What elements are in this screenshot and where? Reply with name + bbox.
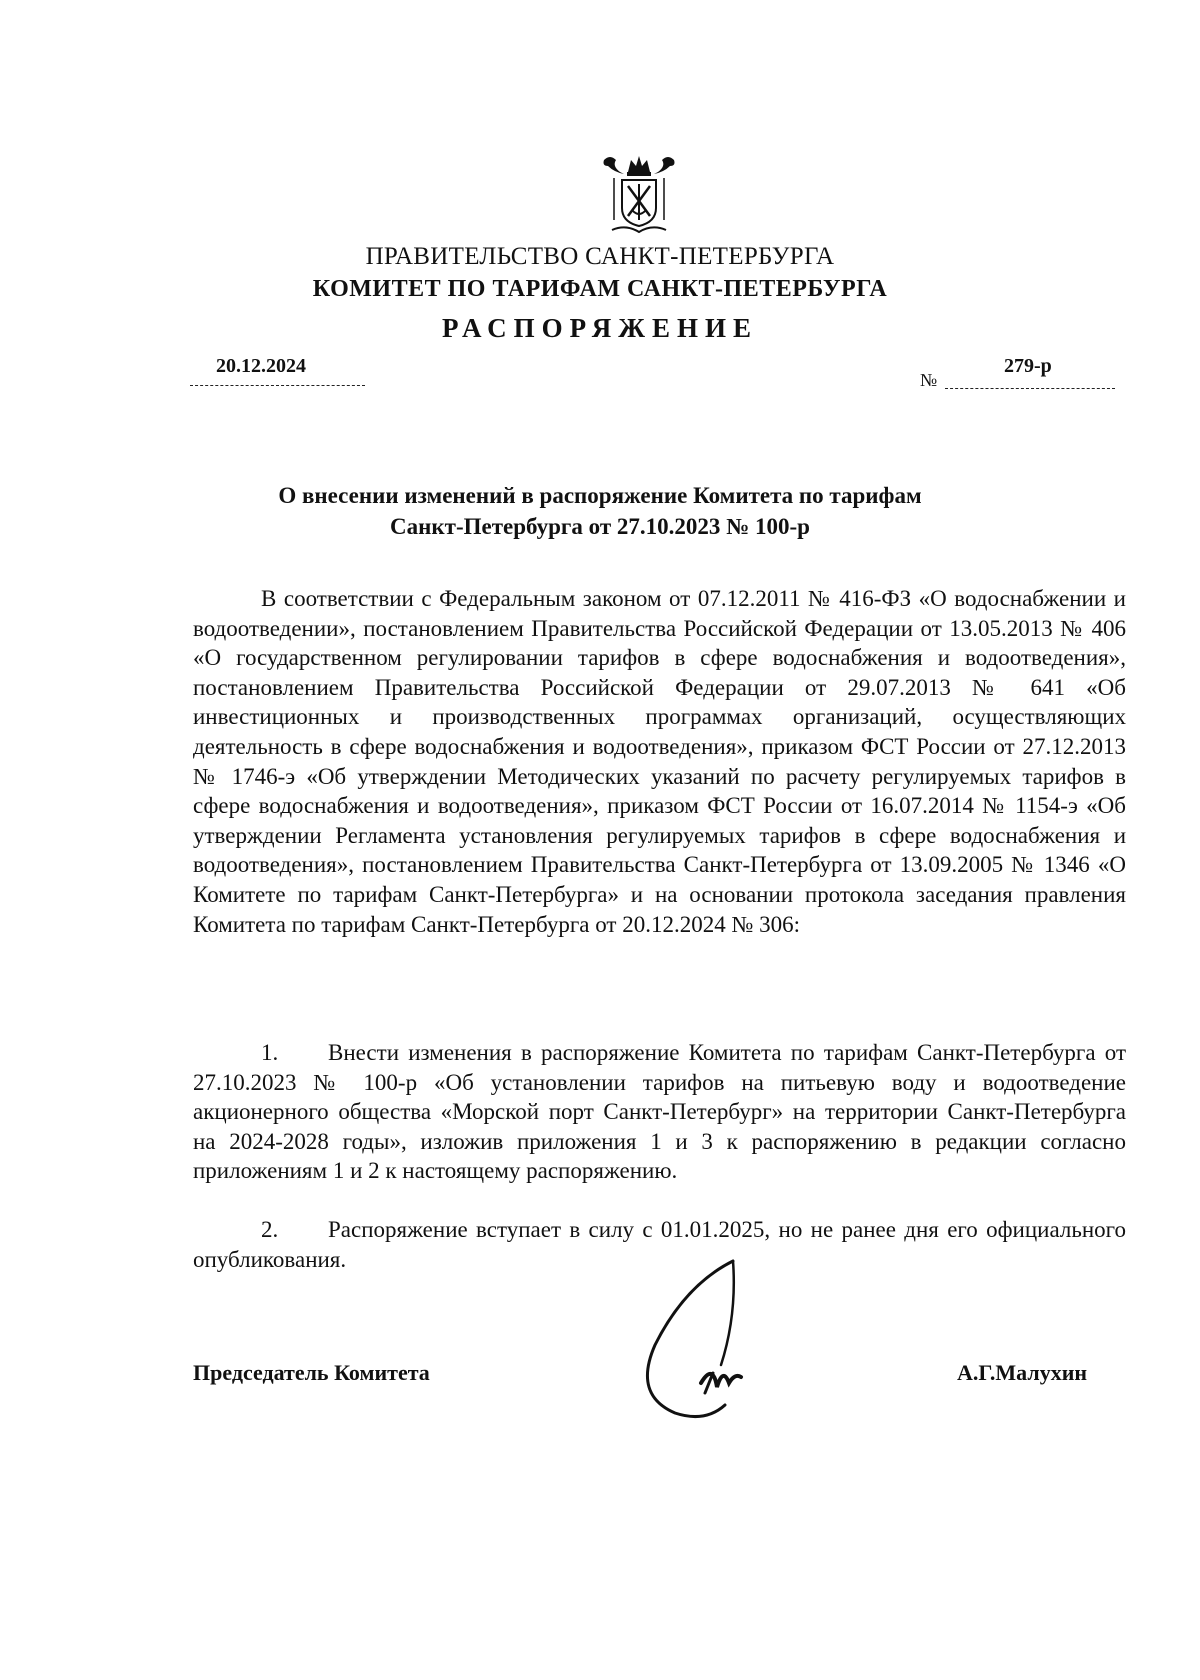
document-type-heading: РАСПОРЯЖЕНИЕ <box>441 313 759 343</box>
item-text: Распоряжение вступает в силу с 01.01.2025, но не ранее дня его официального опубликования. <box>193 1217 1126 1272</box>
preamble-paragraph: В соответствии с Федеральным законом от 07.12.2011 № 416-ФЗ «О водоснабжении и водоотведении», постановлением Правительства Российской Федерации от 13.05.2013 № 406 «О государственном регулировании тарифов в сфере водоснабжения и водоотведения», постановлением Правительства Российской Федерации от 29.07.2013 № 641 «Об инвестиционных и производственных программах организаций, осуществляющих деятельность в сфере водоснабжения и водоотведения», приказом ФСТ России от 27.12.2013 № 1746-э «Об утверждении Методических указаний по расчету регулируемых тарифов в сфере водоснабжения и водоотведения», приказом ФСТ России от 16.07.2014 № 1154-э «Об утверждении Регламента установления регулируемых тарифов в сфере водоснабжения и водоотведения», постановлением Правительства Санкт-Петербурга от 13.09.2005 № 1346 «О Комитете по тарифам Санкт-Петербурга» и на основании протокола заседания правления Комитета по тарифам Санкт-Петербурга от 20.12.2024 № 306: <box>193 586 1126 937</box>
number-sign: № <box>920 370 938 390</box>
signatory-role: Председатель Комитета <box>193 1360 430 1385</box>
item-number: 1. <box>261 1040 279 1065</box>
subject-line-1: О внесении изменений в распоряжение Комитета по тарифам <box>278 483 922 508</box>
document-number: 279-р <box>1004 355 1052 377</box>
signatory-name: А.Г.Малухин <box>957 1360 1088 1385</box>
coat-of-arms-icon <box>598 150 680 238</box>
date-underline <box>190 385 365 386</box>
number-underline <box>945 388 1115 389</box>
list-item <box>193 1038 1126 1186</box>
committee-heading: КОМИТЕТ ПО ТАРИФАМ САНКТ-ПЕТЕРБУРГА <box>312 276 888 302</box>
handwritten-signature-icon <box>625 1255 795 1425</box>
item-text: Внести изменения в распоряжение Комитета по тарифам Санкт-Петербурга от 27.10.2023 № 100-р «Об установлении тарифов на питьевую воду и водоотведение акционерного общества «Морской порт Санкт-Петербург» на территории Санкт-Петербурга на 2024-2028 годы», изложив приложения 1 и 3 к распоряжению в редакции согласно приложениям 1 и 2 к настоящему распоряжению. <box>193 1040 1126 1184</box>
item-number: 2. <box>261 1217 279 1242</box>
government-heading: ПРАВИТЕЛЬСТВО САНКТ-ПЕТЕРБУРГА <box>365 243 835 270</box>
document-date: 20.12.2024 <box>216 355 306 377</box>
subject-line-2: Санкт-Петербурга от 27.10.2023 № 100-р <box>390 514 810 539</box>
